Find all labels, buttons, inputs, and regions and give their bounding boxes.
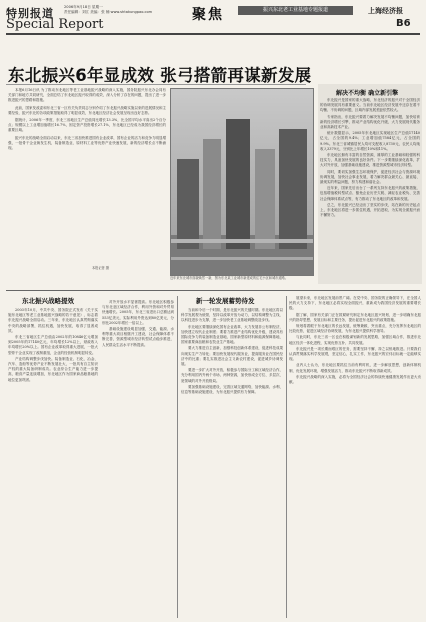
lead-paragraph: 本报6月16日讯 为了推动东北地区等老工业基地振兴战略的深入实施，国务院振兴东北办会同有关部门和地方共同研究，全面总结了东北地区振兴取得的成效，深入分析了存在的问题，提出了进一步推进振兴的思路和措施。: [8, 88, 166, 103]
right-paragraph: 东北地区拥有丰富的自然资源、雄厚的工业基础和较强的科技实力，具备加快发展的良好条件。下一步要继续深化改革，扩大对外开放，加强基础设施建设，推进资源型城市经济转型。: [320, 153, 420, 168]
masthead-editor: 责任编辑：刘江 美编：张 楠 www.shtakungpao.com: [64, 9, 153, 14]
section3-paragraph: 据了解，国家有关部门正在抓紧研究制定东北地区振兴规划，进一步明确东北振兴的指导思想、发展目标和主要任务，提出促进东北振兴的政策措施。: [289, 312, 421, 322]
right-paragraph: 专家指出，东北振兴要着力解决发展不均衡问题，加快培育新的经济增长引擎，推动产业结构优化升级，大力发展现代服务业和高新技术产业。: [320, 114, 420, 130]
section2-paragraph: 要加强基础设施建设，完善区域交通网络，加快能源、水利、信息等基础设施建设，为东北振兴提供有力保障。: [181, 384, 283, 395]
city-photo: [170, 88, 314, 276]
photo-caption: 近年来东北城市面貌焕然一新，图为东北某工业城市新建成的住宅小区和城市道路。: [170, 276, 288, 280]
section-label: 特别报道: [6, 7, 54, 20]
section1-column-b: [102, 300, 174, 618]
lead-article: [8, 88, 166, 268]
section2-title: 新一轮发展蓄势待发: [196, 297, 255, 305]
page-number: B6: [396, 18, 411, 29]
section3-paragraph: 业内人士认为，东北地区要抓住当前有利时机，进一步解放思想，创新体制机制，优化发展环境，增强发展活力，推动东北振兴不断取得新成效。: [289, 363, 421, 373]
right-paragraph: 东北振兴是国家的重大战略，东北经济的振兴对于全国经济的协调发展具有重要意义。当前东北地区经济发展中还存在着不均衡、不协调的问题，区域内部发展差距依然较大。: [320, 98, 420, 113]
section-divider: [6, 290, 420, 291]
section2-paragraph: 要大力推进自主创新，加强科技创新体系建设，促进科技成果向现实生产力转化；要加快发展现代服务业，提高服务业在国民经济中的比重；要扎实推进社会主义新农村建设，促进城乡协调发展。: [181, 346, 283, 367]
right-paragraph: 近年来，国家先后出台了一系列支持东北振兴的政策措施，包括增值税转型试点、豁免企业历史欠税、减轻农业税负、完善社会保障体系试点等，有力推动了东北地区的改革和发展。: [320, 186, 420, 201]
section2-paragraph: 东北地区要继续深化国有企业改革，大力发展非公有制经济，加快建立现代企业制度；要着力推进产业结构优化升级，建设具有国际竞争力的装备制造业基地、国家新型原材料和能源保障基地、国家重要商品粮和农牧业生产基地。: [181, 324, 283, 345]
right-column-article: [320, 98, 420, 284]
lead-paragraph: 据统计，2006年一季度，东北三省地区生产总值同比增长13.3%，比全国平均水平高出2个百分点；规模以上工业增加值增长16.7%，固定资产投资增长27.1%，东北地区已经成为我国经济增长的重要区域。: [8, 118, 166, 133]
photo-credit: 本报记者 摄: [92, 266, 109, 270]
section3-paragraph: 与此同时，东北三省一区也在积极谋划新的发展思路，加强区域合作，推进东北地区经济一体化进程，实现优势互补、共同发展。: [289, 335, 421, 345]
section-label-english: Special Report: [6, 17, 104, 32]
section3-article: [289, 296, 421, 618]
headline: 东北振兴6年显成效 张弓搭箭再谋新发展: [8, 66, 312, 85]
lead-paragraph: 此前，国家发改委和东北三省一区有关负责同志分别介绍了东北振兴战略实施以来的进展情况和主要经验，振兴东北的各项政策措施取得了明显成效，东北地区经济社会发展呈现出良好态势。: [8, 105, 166, 115]
topic-banner: 振兴东北老工业基地专题报道: [238, 6, 353, 15]
section1-paragraph: 基础设施建设明显加强，交通、能源、水利等重大项目相继开工建设，社会保障体系不断完善，资源型城市经济转型试点稳步推进，人民群众生活水平不断提高。: [102, 327, 174, 347]
section3-paragraph: 东北振兴战略的深入实施，必将为全国经济社会的持续快速健康发展作出更大贡献。: [289, 374, 421, 385]
headline-rule: [6, 84, 306, 85]
section2-paragraph: 当前和今后一个时期，是东北振兴的关键时期。东北地区将以科学发展观为统领，坚持以改革开放为动力，以结构调整为主线，以科技进步为支撑，进一步加快老工业基地调整改造步伐。: [181, 308, 283, 323]
section2-paragraph: 要进一步扩大对外开放，积极参与国际分工和区域经济合作，充分利用国内外两个市场、两种资源，加快形成全方位、多层次、宽领域的对外开放格局。: [181, 368, 283, 383]
masthead-meta: [64, 5, 152, 14]
right-column-title: 解决不均衡 确立新引擎: [336, 90, 399, 97]
right-paragraph: 同时，要切实加强生态环境保护，促进经济社会与资源环境协调发展，加快社会事业发展，着力解决群众最关心、最直接、最现实的利益问题，努力构建和谐社会。: [320, 169, 420, 185]
section1-column-a: [8, 308, 98, 618]
column-divider: [286, 296, 287, 618]
column-divider: [177, 296, 178, 618]
section1-paragraph: 对外开放水平显著提高。东北地区积极参与东北亚区域经济合作，利用外资和对外贸易快速增长。2005年，东北三省进出口总额达到553亿美元，实际利用外资达到80亿美元，分别比2002年增长一倍以上。: [102, 300, 174, 325]
lead-paragraph: 振兴东北的战略全面启动以来，东北三省加快推进国有企业改革，国有企业的活力和竞争力明显增强，一批骨干企业焕发生机，装备制造业、原材料工业等优势产业快速发展，新的经济增长点不断涌现。: [8, 135, 166, 151]
section1-title: 东北振兴战略提效: [22, 297, 74, 305]
section1-paragraph: 产业结构调整步伐加快。装备制造业、石化、冶金、汽车、造船等优势产业不断发展壮大，一批具有自主知识产权的重大装备研制成功。农业综合生产能力进一步提高，粮食产量连续增加，东北地区作为国家商品粮基地的地位更加巩固。: [8, 356, 98, 382]
masthead-rule: [6, 33, 420, 35]
paper-name: 上海经济报: [368, 6, 403, 15]
focus-logo: 聚焦: [192, 7, 224, 23]
section3-paragraph: 规划将着眼于东北地区的长远发展，统筹兼顾，突出重点，充分发挥东北地区的比较优势，促进区域经济协调发展，为东北振兴提供科学指导。: [289, 324, 421, 334]
section3-paragraph: 展望未来，东北地区发展前景广阔。在党中央、国务院的正确领导下，在全国人民的大力支持下，东北地区必将实现全面振兴，重新成为我国经济发展的重要增长极。: [289, 296, 421, 311]
section3-paragraph: 东北振兴是一项长期而艰巨的任务，需要坚持不懈、持之以恒地推进。只要我们认真贯彻落实科学发展观，坚定信心，扎实工作，东北振兴的宏伟目标就一定能够实现。: [289, 346, 421, 362]
section1-paragraph: 2003年10月，中共中央、国务院正式发布《关于实施东北地区等老工业基地振兴战略的若干意见》，标志着东北振兴战略全面启动。三年来，东北地区认真贯彻落实中央的战略部署，抓住机遇，加快发展，取得了显著成效。: [8, 308, 98, 333]
masthead-date: 2006年9月18日 星期一: [64, 5, 103, 9]
section1-paragraph: 东北三省地区生产总值由2002年的10846亿元增加到2005年的17140亿元，年均增长12%以上，财政收入年均增长20%以上。国有企业改革取得重大进展，一批大型骨干企业实现了改制重组，企业的经营机制明显转变。: [8, 335, 98, 355]
right-paragraph: 统计数据显示，2005年东北地区实现地区生产总值17140亿元，占全国的9.4%；工业增加值7584亿元，占全国的9.9%。东北三省城镇居民人均可支配收入8730元，农民人均纯收入3379元，分别比上年增长10%和11%。: [320, 131, 420, 151]
right-paragraph: 总之，东北振兴已经迈出了坚实的步伐，站在新的历史起点上，东北地区将进一步抓住机遇，开拓进取，为实现全面振兴而不懈努力。: [320, 202, 420, 218]
section2-article: [181, 308, 283, 618]
